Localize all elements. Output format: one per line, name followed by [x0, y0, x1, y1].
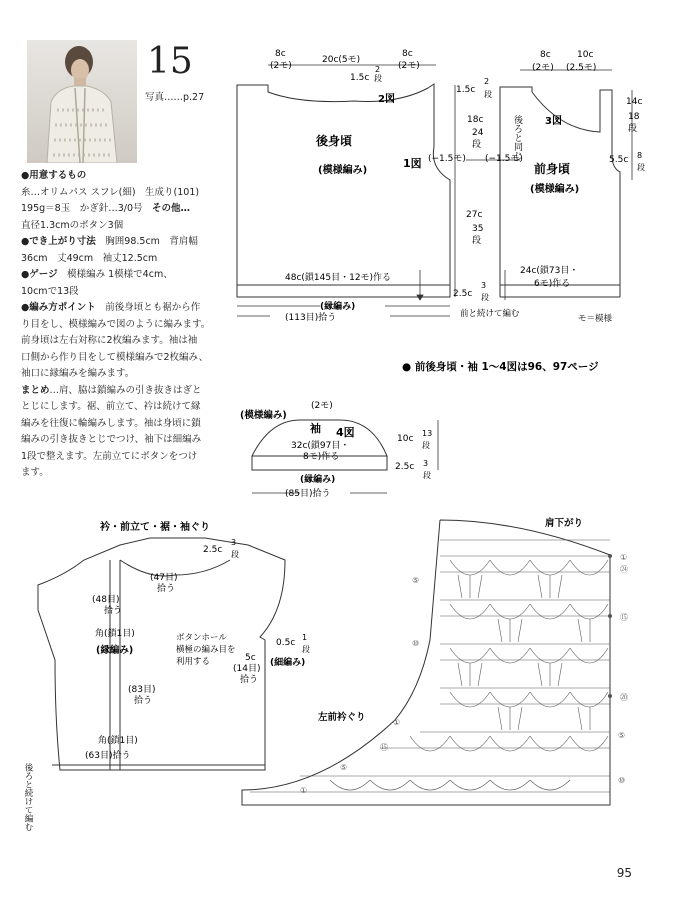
front-title: 前身頃: [534, 162, 571, 176]
row-marker: ⑩: [412, 639, 420, 648]
back-neck-depth: 1.5c: [350, 73, 370, 83]
front-top-right-2: (2.5モ): [566, 63, 597, 73]
text-line: 編みを往復に輪編みします。袖は身頃に鎖: [21, 417, 201, 429]
legend-motif: モ＝模様: [578, 314, 613, 324]
dim-35-rows-unit: 段: [472, 236, 482, 246]
sleeve-top: (2モ): [311, 401, 333, 411]
front-14c: 14c: [626, 97, 643, 107]
text-line: 直径1.3cmのボタン3個: [21, 219, 124, 231]
text-line: 前後身頃とも裾から作: [95, 302, 201, 313]
collar-rows-unit: 段: [231, 550, 239, 559]
text-line: 前身頃は左右対称に2枚編みます。袖は袖: [21, 335, 198, 346]
front-5-5c: 5.5c: [609, 155, 629, 165]
hem-63: (63目)拾う: [85, 751, 131, 761]
heading-gauge: ●ゲージ: [21, 269, 58, 280]
front-pattern: (模様編み): [530, 184, 580, 195]
back-top-right-2: (2モ): [398, 61, 420, 71]
row-marker: ⑮: [380, 743, 388, 752]
row-marker: ⑤: [618, 731, 626, 740]
back-cast-on: 48c(鎖145目・12モ)作る: [285, 273, 392, 283]
row-marker: ⑮: [620, 613, 628, 622]
front-cast-on-2: 6モ)作る: [534, 279, 571, 289]
fig1-label: 1図: [403, 157, 422, 170]
dim-18c: 18c: [467, 115, 484, 125]
dim-3-rows: 3: [481, 281, 487, 290]
back-top-left-2: (2モ): [270, 61, 292, 71]
back-neck-rows: 2: [375, 65, 381, 74]
dim-27c: 27c: [466, 210, 483, 220]
sleeve-border: (縁編み): [300, 475, 336, 485]
sleeve-13-rows: 13: [422, 429, 433, 438]
sleeve-3-rows-unit: 段: [423, 471, 431, 480]
heading-finishing: まとめ: [21, 384, 50, 396]
front-continue: 前と続けて編む: [460, 309, 520, 319]
front-top-left-2: (2モ): [532, 63, 554, 73]
cuff-height: 5c: [245, 653, 256, 663]
text-line: とじにします。裾、前立て、衿は続けて縁: [21, 401, 201, 412]
back-title: 後身頃: [316, 134, 353, 148]
buttonhole-2: 横極の編み目を: [176, 645, 236, 655]
text-line: 糸…オリムパス スフレ(細) 生成り(101): [21, 186, 200, 198]
pattern-number: 15: [147, 41, 193, 82]
buttonhole-3: 利用する: [176, 657, 211, 667]
text-line: 胸囲98.5cm 背肩幅: [95, 236, 198, 247]
cuff-14: (14目): [233, 664, 261, 674]
collar-47-pickup: 拾う: [157, 584, 176, 594]
text-line: …肩、脇は鎖編みの引き抜きはぎと: [49, 384, 202, 396]
row-marker: ⑤: [340, 763, 348, 772]
back-border-label: (縁編み): [320, 302, 356, 312]
back-top-mid: 20c(5モ): [322, 55, 361, 65]
text-line: ます。: [21, 467, 49, 478]
back-pickup: (113目)拾う: [285, 313, 337, 323]
text-line: その他…: [152, 203, 191, 214]
back-pattern: (模様編み): [318, 165, 368, 176]
cuff-pickup: 拾う: [240, 675, 259, 685]
front-top-right: 10c: [577, 50, 594, 60]
text-line: 195g＝8玉 かぎ針…3/0号: [21, 203, 152, 214]
dim-3-rows-unit: 段: [481, 293, 489, 302]
front-83-pickup: 拾う: [134, 696, 153, 706]
sleeve-cast-on-2: 8モ)作る: [303, 452, 340, 462]
row-marker: ⑳: [620, 693, 628, 702]
back-top-right: 8c: [402, 49, 413, 59]
front-83: (83目): [128, 685, 156, 695]
front-18-rows-unit: 段: [628, 124, 638, 134]
dim-2-rows-unit: 段: [484, 90, 492, 99]
front-48-pickup: 拾う: [104, 606, 123, 616]
text-line: 10cmで13段: [21, 285, 79, 297]
dim-1-5c: 1.5c: [456, 85, 476, 95]
back-neck-rows-unit: 段: [374, 74, 382, 83]
front-48: (48目): [92, 595, 120, 605]
back-body-outline: [237, 84, 450, 285]
sleeve-3-rows: 3: [423, 459, 429, 468]
front-8-rows-unit: 段: [637, 163, 645, 172]
heading-materials: ●用意するもの: [21, 170, 87, 181]
sleeve-2-5c: 2.5c: [395, 462, 415, 472]
row-marker: ①: [300, 786, 308, 795]
text-line: り目をし、模様編みで図のように編みます。: [21, 318, 211, 330]
fig4-label: 4図: [336, 426, 355, 439]
corner-1: 角(鎖1目): [95, 629, 135, 639]
armhole-rows-unit: 段: [302, 645, 310, 654]
armhole-rows: 1: [302, 633, 308, 642]
row-marker: ⑩: [618, 776, 626, 785]
text-line: 編みの引き抜きとじでつけ、袖下は細編み: [21, 434, 202, 445]
sleeve-title: 袖: [310, 422, 321, 435]
sleeve-pickup: (85目)拾う: [285, 489, 331, 499]
corner-2: 角(鎖1目): [98, 736, 138, 746]
armhole-edge: (細編み): [270, 658, 306, 668]
collar-height: 2.5c: [203, 545, 223, 555]
armhole-height: 0.5c: [276, 638, 296, 648]
dim-24-rows-unit: 段: [472, 140, 482, 150]
collar-47: (47目): [150, 573, 178, 583]
back-decrease: (−1.5モ): [428, 154, 466, 164]
text-line: 口側から作り目をして模様編みで2枚編み、: [21, 351, 209, 363]
dim-24-rows: 24: [472, 128, 484, 138]
text-line: 1段で整えます。左前立てにボタンをつけ: [21, 450, 198, 462]
heading-size: ●でき上がり寸法: [21, 236, 96, 247]
photo-reference: 写真……p.27: [145, 92, 205, 103]
finish-border: (縁編み): [96, 645, 134, 656]
back-top-left: 8c: [275, 49, 286, 59]
left-front-neckline: 左前衿ぐり: [318, 712, 366, 723]
shoulder-slope: 肩下がり: [545, 518, 584, 529]
front-top-left: 8c: [540, 50, 551, 60]
row-marker: ①: [393, 718, 401, 727]
text-line: 袖口に縁編みを編みます。: [21, 368, 135, 379]
row-marker: ⑤: [412, 576, 420, 585]
sleeve-10c: 10c: [397, 434, 414, 444]
fig2-label: 2図: [378, 94, 395, 105]
page-reference-note: ● 前後身頃・袖 1～4図は96、97ページ: [402, 361, 599, 373]
collar-rows: 3: [231, 538, 237, 547]
heading-points: ●編み方ポイント: [21, 302, 96, 313]
text-line: 模様編み 1模様で4cm、: [57, 269, 173, 280]
row-marker: ①: [620, 553, 628, 562]
text-line: 36cm 丈49cm 袖丈12.5cm: [21, 252, 158, 264]
fig3-label: 3図: [545, 116, 562, 127]
front-same-as-back: 後ろと同じ: [512, 115, 522, 160]
sleeve-13-rows-unit: 段: [422, 441, 430, 450]
dim-2-rows: 2: [484, 77, 490, 86]
front-8-rows: 8: [637, 151, 643, 160]
buttonhole-1: ボタンホール: [176, 633, 227, 643]
page-number: 95: [616, 866, 632, 880]
sleeve-cast-on-1: 32c(鎖97目・: [291, 441, 350, 451]
front-decrease: (−1.5モ): [485, 154, 523, 164]
row-marker: ㉔: [620, 565, 628, 574]
front-cast-on-1: 24c(鎖73目・: [520, 266, 579, 276]
sleeve-pattern: (模様編み): [240, 410, 287, 421]
dim-35-rows: 35: [472, 224, 484, 234]
dim-2-5c: 2.5c: [453, 289, 473, 299]
finishing-title: 衿・前立て・裾・袖ぐり: [100, 522, 210, 533]
front-18-rows: 18: [628, 112, 640, 122]
continue-with-back: 後ろと続けて編む: [23, 763, 33, 831]
